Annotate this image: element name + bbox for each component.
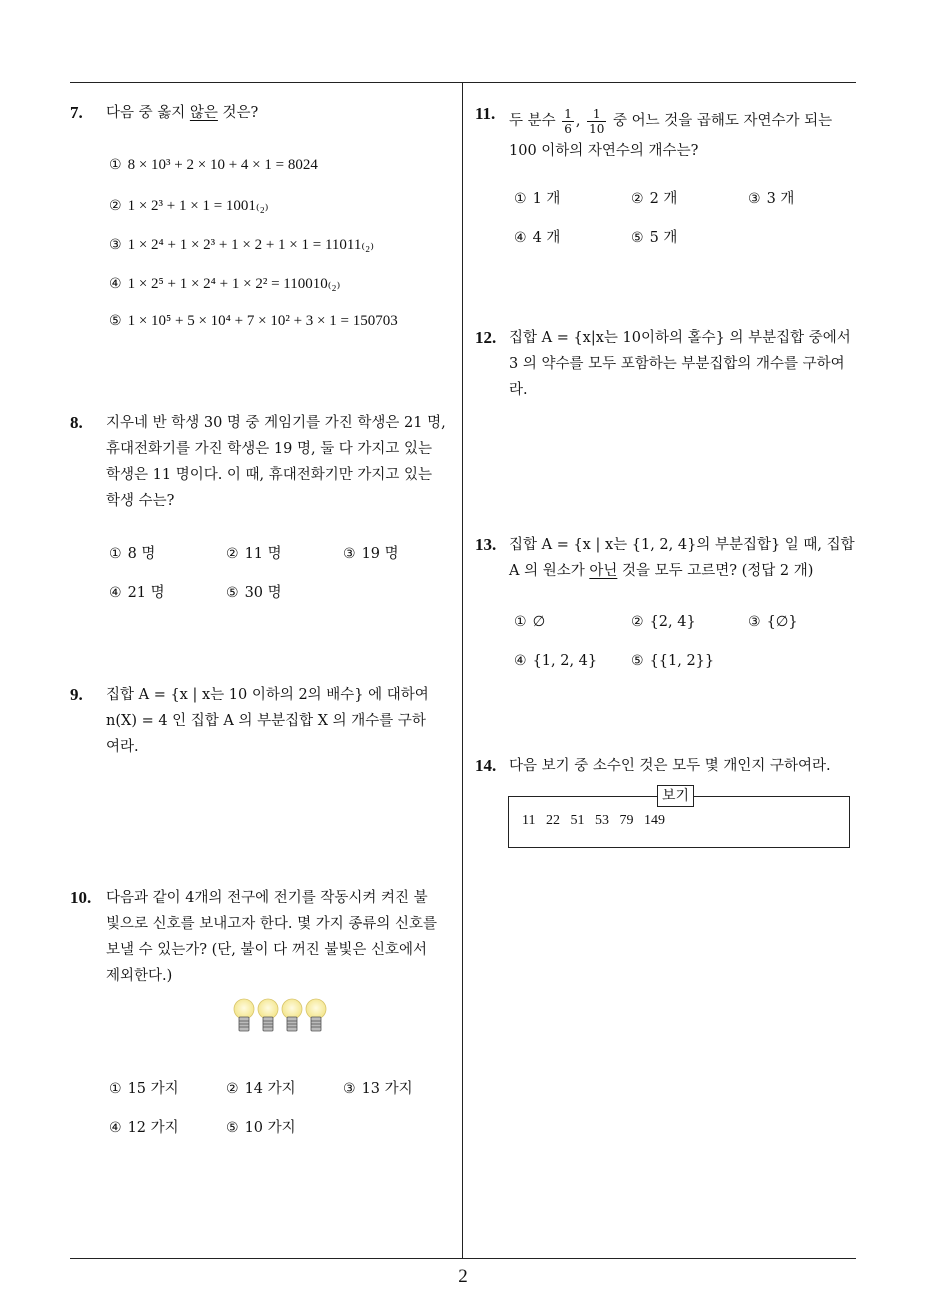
question-text: 집합 A = {x | x는 10 이하의 2의 배수} 에 대하여 n(X) = 4 인 집합 A 의 부분집합 X 의 개수를 구하 여라. xyxy=(106,687,429,755)
question-number: 8. xyxy=(70,413,83,432)
answer-option[interactable]: ② 1 × 2³ + 1 × 1 = 1001₍₂₎ xyxy=(109,198,269,214)
question-number: 13. xyxy=(475,535,497,554)
fraction: $\frac{1}{6}$ xyxy=(564,106,572,136)
answer-option[interactable]: ⑤ 30 명 xyxy=(226,585,282,601)
question-number: 10. xyxy=(70,888,92,907)
answer-option[interactable]: ④ 1 × 2⁵ + 1 × 2⁴ + 1 × 2² = 110010₍₂₎ xyxy=(109,276,341,292)
bogi-label: 보기 xyxy=(657,785,694,807)
option-expression: 1 × 2⁵ + 1 × 2⁴ + 1 × 2² = 110010₍₂₎ xyxy=(127,276,341,292)
answer-option[interactable]: ⑤ 1 × 10⁵ + 5 × 10⁴ + 7 × 10² + 3 × 1 = 150703 xyxy=(109,313,398,329)
question-text: 다음과 같이 4개의 전구에 전기를 작동시켜 켜진 불 빛으로 신호를 보내고자 한다. 몇 가지 종류의 신호를 보낼 수 있는가? (단, 불이 다 꺼진 불빛은 신호에서 제외한다.) xyxy=(106,890,438,984)
answer-option[interactable]: ④ {1, 2, 4} xyxy=(514,653,598,669)
question-number: 7. xyxy=(70,103,83,122)
option-expression: 1 × 10⁵ + 5 × 10⁴ + 7 × 10² + 3 × 1 = 150703 xyxy=(127,313,398,329)
answer-option[interactable]: ④ 12 가지 xyxy=(109,1120,179,1136)
answer-option[interactable]: ② {2, 4} xyxy=(631,614,696,630)
answer-option[interactable]: ⑤ 10 가지 xyxy=(226,1120,296,1136)
answer-option[interactable]: ② 11 명 xyxy=(226,546,282,562)
question-text: 다음 보기 중 소수인 것은 모두 몇 개인지 구하여라. xyxy=(509,758,831,774)
question-text: 지우네 반 학생 30 명 중 게임기를 가진 학생은 21 명, 휴대전화기를 가진 학생은 19 명, 둘 다 가지고 있는 학생은 11 명이다. 이 때, 휴대전화기만 가지고 있는 학생 수는? xyxy=(106,415,446,509)
answer-option[interactable]: ③ 19 명 xyxy=(343,546,399,562)
answer-option[interactable]: ① 15 가지 xyxy=(109,1081,179,1097)
bogi-values: 11 22 51 53 79 149 xyxy=(522,813,665,828)
answer-option[interactable]: ③ {∅} xyxy=(748,614,798,630)
option-expression: 1 × 2⁴ + 1 × 2³ + 1 × 2 + 1 × 1 = 11011₍₂₎ xyxy=(127,237,374,253)
answer-option[interactable]: ① 1 개 xyxy=(514,191,561,207)
answer-option[interactable]: ③ 13 가지 xyxy=(343,1081,413,1097)
answer-option[interactable]: ① ∅ xyxy=(514,614,546,630)
answer-option[interactable]: ① 8 명 xyxy=(109,546,156,562)
option-expression: 8 × 10³ + 2 × 10 + 4 × 1 = 8024 xyxy=(127,157,318,173)
question-number: 14. xyxy=(475,756,497,775)
top-rule xyxy=(70,82,856,83)
question-text: 두 분수 $\frac{1}{6}$ , $\frac{1}{10}$ 중 어느 것을 곱해도 자연수가 되는 100 이하의 자연수의 개수는? xyxy=(509,106,833,159)
question-text: 다음 중 옳지 않은 것은? xyxy=(106,105,259,121)
fraction: $\frac{1}{10}$ xyxy=(589,106,605,136)
answer-option[interactable]: ③ 1 × 2⁴ + 1 × 2³ + 1 × 2 + 1 × 1 = 11011₍₂₎ xyxy=(109,237,374,253)
answer-option[interactable]: ⑤ 5 개 xyxy=(631,230,678,246)
answer-option[interactable]: ① 8 × 10³ + 2 × 10 + 4 × 1 = 8024 xyxy=(109,157,318,173)
answer-option[interactable]: ② 2 개 xyxy=(631,191,678,207)
answer-option[interactable]: ⑤ {{1, 2}} xyxy=(631,653,715,669)
option-expression: 1 × 2³ + 1 × 1 = 1001₍₂₎ xyxy=(127,198,269,214)
answer-option[interactable]: ④ 4 개 xyxy=(514,230,561,246)
answer-option[interactable]: ③ 3 개 xyxy=(748,191,795,207)
lightbulb-icon xyxy=(282,999,302,1031)
question-number: 11. xyxy=(475,104,496,123)
lightbulb-icon xyxy=(306,999,326,1031)
lightbulbs-figure xyxy=(232,998,328,1034)
bottom-rule xyxy=(70,1258,856,1259)
page-number: 2 xyxy=(458,1266,468,1287)
lightbulb-icon xyxy=(234,999,254,1031)
question-number: 12. xyxy=(475,328,497,347)
answer-option[interactable]: ④ 21 명 xyxy=(109,585,165,601)
question-text: 집합 A = {x | x는 {1, 2, 4}의 부분집합} 일 때, 집합 A 의 원소가 아닌 것을 모두 고르면? (정답 2 개) xyxy=(509,537,855,579)
lightbulb-icon xyxy=(258,999,278,1031)
question-number: 9. xyxy=(70,685,83,704)
answer-option[interactable]: ② 14 가지 xyxy=(226,1081,296,1097)
question-text: 집합 A = {x|x는 10이하의 홀수} 의 부분집합 중에서 3 의 약수를 모두 포함하는 부분집합의 개수를 구하여 라. xyxy=(509,330,851,398)
column-divider xyxy=(462,82,463,1258)
